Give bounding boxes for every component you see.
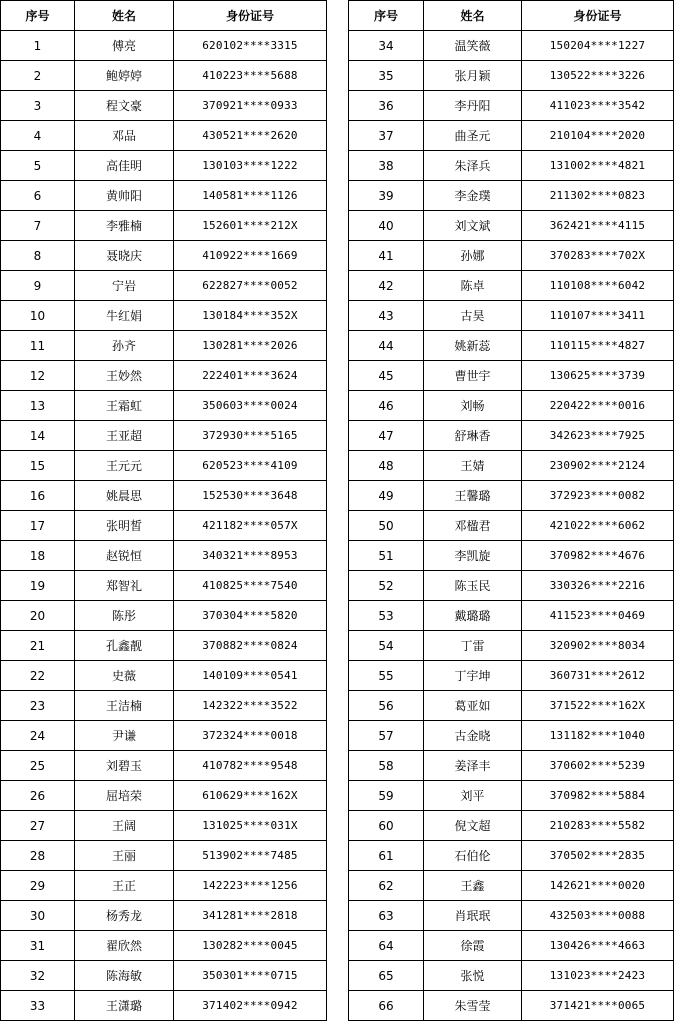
name-cell: 肖珉珉 bbox=[424, 901, 522, 931]
table-row bbox=[1, 841, 327, 871]
name-cell: 朱泽兵 bbox=[424, 151, 522, 181]
id-number-cell: 130184****352X bbox=[174, 301, 327, 331]
id-number-cell: 371402****0942 bbox=[174, 991, 327, 1021]
serial-number-cell: 52 bbox=[349, 571, 424, 601]
table-row bbox=[1, 31, 327, 61]
table-row bbox=[349, 91, 674, 121]
table-row bbox=[1, 781, 327, 811]
table-row bbox=[1, 661, 327, 691]
id-number-cell: 130103****1222 bbox=[174, 151, 327, 181]
table-row bbox=[349, 391, 674, 421]
table-row bbox=[1, 571, 327, 601]
serial-number-cell: 9 bbox=[1, 271, 75, 301]
serial-number-cell: 35 bbox=[349, 61, 424, 91]
name-cell: 杨秀龙 bbox=[75, 901, 174, 931]
table-row bbox=[349, 901, 674, 931]
serial-number-cell: 1 bbox=[1, 31, 75, 61]
id-number-cell: 620102****3315 bbox=[174, 31, 327, 61]
name-cell: 孔鑫靓 bbox=[75, 631, 174, 661]
id-number-cell: 370502****2835 bbox=[522, 841, 674, 871]
table-row bbox=[349, 991, 674, 1021]
serial-number-cell: 34 bbox=[349, 31, 424, 61]
table-row bbox=[1, 241, 327, 271]
name-cell: 王阔 bbox=[75, 811, 174, 841]
name-cell: 张明皙 bbox=[75, 511, 174, 541]
name-cell: 宁岩 bbox=[75, 271, 174, 301]
serial-number-cell: 33 bbox=[1, 991, 75, 1021]
serial-number-cell: 12 bbox=[1, 361, 75, 391]
serial-number-cell: 20 bbox=[1, 601, 75, 631]
table-row bbox=[349, 31, 674, 61]
serial-number-cell: 16 bbox=[1, 481, 75, 511]
name-cell: 赵锐恒 bbox=[75, 541, 174, 571]
id-number-cell: 130522****3226 bbox=[522, 61, 674, 91]
serial-number-cell: 42 bbox=[349, 271, 424, 301]
serial-number-cell: 6 bbox=[1, 181, 75, 211]
serial-number-cell: 31 bbox=[1, 931, 75, 961]
name-cell: 王霜虹 bbox=[75, 391, 174, 421]
serial-number-cell: 32 bbox=[1, 961, 75, 991]
serial-number-cell: 7 bbox=[1, 211, 75, 241]
table-row bbox=[1, 691, 327, 721]
name-cell: 朱雪莹 bbox=[424, 991, 522, 1021]
table-row bbox=[349, 241, 674, 271]
id-number-cell: 130281****2026 bbox=[174, 331, 327, 361]
table-row bbox=[1, 931, 327, 961]
table-row bbox=[1, 91, 327, 121]
table-row bbox=[1, 901, 327, 931]
name-cell: 王元元 bbox=[75, 451, 174, 481]
table-row bbox=[1, 211, 327, 241]
id-number-cell: 360731****2612 bbox=[522, 661, 674, 691]
serial-number-cell: 39 bbox=[349, 181, 424, 211]
serial-number-cell: 5 bbox=[1, 151, 75, 181]
table-row bbox=[1, 331, 327, 361]
name-cell: 刘碧玉 bbox=[75, 751, 174, 781]
serial-number-cell: 28 bbox=[1, 841, 75, 871]
serial-number-cell: 44 bbox=[349, 331, 424, 361]
id-number-cell: 622827****0052 bbox=[174, 271, 327, 301]
serial-number-cell: 3 bbox=[1, 91, 75, 121]
header-serial-number: 序号 bbox=[1, 1, 75, 31]
name-cell: 徐霞 bbox=[424, 931, 522, 961]
serial-number-cell: 38 bbox=[349, 151, 424, 181]
id-number-cell: 130625****3739 bbox=[522, 361, 674, 391]
table-row bbox=[1, 421, 327, 451]
table-row bbox=[1, 451, 327, 481]
id-number-cell: 320902****8034 bbox=[522, 631, 674, 661]
header-serial-number: 序号 bbox=[349, 1, 424, 31]
name-cell: 舒琳香 bbox=[424, 421, 522, 451]
name-cell: 丁雷 bbox=[424, 631, 522, 661]
serial-number-cell: 4 bbox=[1, 121, 75, 151]
table-row bbox=[349, 181, 674, 211]
id-number-cell: 372923****0082 bbox=[522, 481, 674, 511]
table-row bbox=[1, 481, 327, 511]
serial-number-cell: 36 bbox=[349, 91, 424, 121]
name-cell: 黄帅阳 bbox=[75, 181, 174, 211]
serial-number-cell: 18 bbox=[1, 541, 75, 571]
name-cell: 王亚超 bbox=[75, 421, 174, 451]
id-number-cell: 330326****2216 bbox=[522, 571, 674, 601]
table-row bbox=[349, 691, 674, 721]
table-row bbox=[349, 61, 674, 91]
id-number-cell: 362421****4115 bbox=[522, 211, 674, 241]
id-number-cell: 350603****0024 bbox=[174, 391, 327, 421]
table-row bbox=[349, 361, 674, 391]
serial-number-cell: 50 bbox=[349, 511, 424, 541]
name-cell: 王婧 bbox=[424, 451, 522, 481]
name-cell: 李凯旋 bbox=[424, 541, 522, 571]
table-row bbox=[349, 301, 674, 331]
table-row bbox=[1, 751, 327, 781]
id-number-cell: 513902****7485 bbox=[174, 841, 327, 871]
table-row bbox=[349, 421, 674, 451]
serial-number-cell: 2 bbox=[1, 61, 75, 91]
table-row bbox=[1, 871, 327, 901]
name-cell: 张悦 bbox=[424, 961, 522, 991]
serial-number-cell: 21 bbox=[1, 631, 75, 661]
name-cell: 张月颖 bbox=[424, 61, 522, 91]
serial-number-cell: 13 bbox=[1, 391, 75, 421]
serial-number-cell: 59 bbox=[349, 781, 424, 811]
id-number-cell: 620523****4109 bbox=[174, 451, 327, 481]
id-number-cell: 211302****0823 bbox=[522, 181, 674, 211]
name-cell: 屈培荣 bbox=[75, 781, 174, 811]
table-row bbox=[1, 271, 327, 301]
id-number-cell: 131023****2423 bbox=[522, 961, 674, 991]
header-id-number: 身份证号 bbox=[174, 1, 327, 31]
serial-number-cell: 37 bbox=[349, 121, 424, 151]
serial-number-cell: 14 bbox=[1, 421, 75, 451]
id-number-cell: 220422****0016 bbox=[522, 391, 674, 421]
name-cell: 聂晓庆 bbox=[75, 241, 174, 271]
id-number-cell: 370304****5820 bbox=[174, 601, 327, 631]
name-cell: 陈玉民 bbox=[424, 571, 522, 601]
table-row bbox=[1, 631, 327, 661]
table-row bbox=[349, 271, 674, 301]
name-cell: 牛红娟 bbox=[75, 301, 174, 331]
table-row bbox=[349, 661, 674, 691]
serial-number-cell: 11 bbox=[1, 331, 75, 361]
id-number-cell: 370882****0824 bbox=[174, 631, 327, 661]
serial-number-cell: 29 bbox=[1, 871, 75, 901]
serial-number-cell: 65 bbox=[349, 961, 424, 991]
serial-number-cell: 47 bbox=[349, 421, 424, 451]
id-number-cell: 410782****9548 bbox=[174, 751, 327, 781]
serial-number-cell: 17 bbox=[1, 511, 75, 541]
serial-number-cell: 26 bbox=[1, 781, 75, 811]
name-cell: 王潇璐 bbox=[75, 991, 174, 1021]
name-cell: 姜泽丰 bbox=[424, 751, 522, 781]
name-cell: 尹谦 bbox=[75, 721, 174, 751]
serial-number-cell: 62 bbox=[349, 871, 424, 901]
serial-number-cell: 22 bbox=[1, 661, 75, 691]
id-number-cell: 421022****6062 bbox=[522, 511, 674, 541]
table-row bbox=[349, 751, 674, 781]
id-number-cell: 610629****162X bbox=[174, 781, 327, 811]
name-cell: 傅亮 bbox=[75, 31, 174, 61]
name-cell: 曹世宇 bbox=[424, 361, 522, 391]
name-cell: 李金璞 bbox=[424, 181, 522, 211]
id-number-cell: 210283****5582 bbox=[522, 811, 674, 841]
table-row bbox=[349, 601, 674, 631]
serial-number-cell: 25 bbox=[1, 751, 75, 781]
table-row bbox=[349, 841, 674, 871]
name-cell: 邓品 bbox=[75, 121, 174, 151]
id-number-cell: 430521****2620 bbox=[174, 121, 327, 151]
name-cell: 古昊 bbox=[424, 301, 522, 331]
serial-number-cell: 58 bbox=[349, 751, 424, 781]
id-number-cell: 411523****0469 bbox=[522, 601, 674, 631]
serial-number-cell: 48 bbox=[349, 451, 424, 481]
name-cell: 王丽 bbox=[75, 841, 174, 871]
serial-number-cell: 8 bbox=[1, 241, 75, 271]
id-number-cell: 341281****2818 bbox=[174, 901, 327, 931]
header-name: 姓名 bbox=[75, 1, 174, 31]
name-cell: 高佳明 bbox=[75, 151, 174, 181]
serial-number-cell: 55 bbox=[349, 661, 424, 691]
id-number-cell: 110115****4827 bbox=[522, 331, 674, 361]
serial-number-cell: 61 bbox=[349, 841, 424, 871]
name-cell: 孙齐 bbox=[75, 331, 174, 361]
id-number-cell: 370982****4676 bbox=[522, 541, 674, 571]
name-cell: 刘畅 bbox=[424, 391, 522, 421]
name-cell: 古金晓 bbox=[424, 721, 522, 751]
id-number-cell: 410825****7540 bbox=[174, 571, 327, 601]
serial-number-cell: 54 bbox=[349, 631, 424, 661]
serial-number-cell: 40 bbox=[349, 211, 424, 241]
name-cell: 孙娜 bbox=[424, 241, 522, 271]
name-cell: 邓楹君 bbox=[424, 511, 522, 541]
name-cell: 王妙然 bbox=[75, 361, 174, 391]
name-cell: 李雅楠 bbox=[75, 211, 174, 241]
serial-number-cell: 60 bbox=[349, 811, 424, 841]
name-cell: 陈卓 bbox=[424, 271, 522, 301]
id-number-cell: 411023****3542 bbox=[522, 91, 674, 121]
table-row bbox=[1, 181, 327, 211]
table-row bbox=[349, 121, 674, 151]
name-cell: 葛亚如 bbox=[424, 691, 522, 721]
name-cell: 姚新蕊 bbox=[424, 331, 522, 361]
table-row bbox=[1, 541, 327, 571]
id-number-cell: 140581****1126 bbox=[174, 181, 327, 211]
id-number-cell: 210104****2020 bbox=[522, 121, 674, 151]
id-number-cell: 410922****1669 bbox=[174, 241, 327, 271]
id-number-cell: 131002****4821 bbox=[522, 151, 674, 181]
name-cell: 倪文超 bbox=[424, 811, 522, 841]
table-row bbox=[1, 721, 327, 751]
name-cell: 石伯伦 bbox=[424, 841, 522, 871]
name-cell: 程文豪 bbox=[75, 91, 174, 121]
table-row bbox=[1, 301, 327, 331]
serial-number-cell: 27 bbox=[1, 811, 75, 841]
id-number-cell: 340321****8953 bbox=[174, 541, 327, 571]
name-cell: 翟欣然 bbox=[75, 931, 174, 961]
table-row bbox=[349, 931, 674, 961]
id-number-cell: 372930****5165 bbox=[174, 421, 327, 451]
name-cell: 陈彤 bbox=[75, 601, 174, 631]
name-cell: 姚晨思 bbox=[75, 481, 174, 511]
id-number-cell: 350301****0715 bbox=[174, 961, 327, 991]
name-cell: 李丹阳 bbox=[424, 91, 522, 121]
name-cell: 郑智礼 bbox=[75, 571, 174, 601]
table-row bbox=[349, 331, 674, 361]
serial-number-cell: 53 bbox=[349, 601, 424, 631]
id-number-cell: 110108****6042 bbox=[522, 271, 674, 301]
serial-number-cell: 43 bbox=[349, 301, 424, 331]
id-number-cell: 371522****162X bbox=[522, 691, 674, 721]
serial-number-cell: 66 bbox=[349, 991, 424, 1021]
id-number-cell: 370921****0933 bbox=[174, 91, 327, 121]
table-row bbox=[1, 961, 327, 991]
id-number-cell: 142223****1256 bbox=[174, 871, 327, 901]
table-row bbox=[349, 481, 674, 511]
name-cell: 丁宇坤 bbox=[424, 661, 522, 691]
id-number-cell: 130426****4663 bbox=[522, 931, 674, 961]
table-row bbox=[349, 211, 674, 241]
roster-table-left bbox=[0, 0, 327, 1021]
table-row bbox=[1, 511, 327, 541]
table-row bbox=[349, 571, 674, 601]
id-number-cell: 130282****0045 bbox=[174, 931, 327, 961]
name-cell: 王洁楠 bbox=[75, 691, 174, 721]
id-number-cell: 342623****7925 bbox=[522, 421, 674, 451]
id-number-cell: 421182****057X bbox=[174, 511, 327, 541]
id-number-cell: 230902****2124 bbox=[522, 451, 674, 481]
table-row bbox=[1, 121, 327, 151]
table-row bbox=[349, 721, 674, 751]
header-row bbox=[1, 1, 327, 31]
name-cell: 鲍婷婷 bbox=[75, 61, 174, 91]
header-row bbox=[349, 1, 674, 31]
name-cell: 王鑫 bbox=[424, 871, 522, 901]
table-row bbox=[1, 811, 327, 841]
name-cell: 史薇 bbox=[75, 661, 174, 691]
name-cell: 刘平 bbox=[424, 781, 522, 811]
table-row bbox=[1, 991, 327, 1021]
id-number-cell: 372324****0018 bbox=[174, 721, 327, 751]
id-number-cell: 142322****3522 bbox=[174, 691, 327, 721]
table-row bbox=[349, 781, 674, 811]
table-row bbox=[349, 451, 674, 481]
serial-number-cell: 64 bbox=[349, 931, 424, 961]
id-number-cell: 140109****0541 bbox=[174, 661, 327, 691]
id-number-cell: 370283****702X bbox=[522, 241, 674, 271]
name-cell: 王馨璐 bbox=[424, 481, 522, 511]
serial-number-cell: 19 bbox=[1, 571, 75, 601]
id-number-cell: 222401****3624 bbox=[174, 361, 327, 391]
table-row bbox=[1, 361, 327, 391]
id-number-cell: 371421****0065 bbox=[522, 991, 674, 1021]
id-number-cell: 110107****3411 bbox=[522, 301, 674, 331]
id-number-cell: 142621****0020 bbox=[522, 871, 674, 901]
table-row bbox=[1, 151, 327, 181]
name-cell: 戴璐璐 bbox=[424, 601, 522, 631]
serial-number-cell: 10 bbox=[1, 301, 75, 331]
serial-number-cell: 24 bbox=[1, 721, 75, 751]
name-cell: 曲圣元 bbox=[424, 121, 522, 151]
serial-number-cell: 51 bbox=[349, 541, 424, 571]
name-cell: 温笑薇 bbox=[424, 31, 522, 61]
id-number-cell: 150204****1227 bbox=[522, 31, 674, 61]
table-row bbox=[349, 511, 674, 541]
serial-number-cell: 45 bbox=[349, 361, 424, 391]
table-row bbox=[349, 811, 674, 841]
name-cell: 陈海敏 bbox=[75, 961, 174, 991]
header-id-number: 身份证号 bbox=[522, 1, 674, 31]
table-row bbox=[349, 871, 674, 901]
roster-table-right bbox=[348, 0, 674, 1021]
id-number-cell: 131182****1040 bbox=[522, 721, 674, 751]
id-number-cell: 370982****5884 bbox=[522, 781, 674, 811]
table-row bbox=[1, 601, 327, 631]
table-row bbox=[349, 961, 674, 991]
name-cell: 刘文斌 bbox=[424, 211, 522, 241]
serial-number-cell: 15 bbox=[1, 451, 75, 481]
id-number-cell: 131025****031X bbox=[174, 811, 327, 841]
serial-number-cell: 30 bbox=[1, 901, 75, 931]
name-cell: 王正 bbox=[75, 871, 174, 901]
header-name: 姓名 bbox=[424, 1, 522, 31]
serial-number-cell: 46 bbox=[349, 391, 424, 421]
serial-number-cell: 63 bbox=[349, 901, 424, 931]
id-number-cell: 152601****212X bbox=[174, 211, 327, 241]
table-row bbox=[349, 631, 674, 661]
id-number-cell: 370602****5239 bbox=[522, 751, 674, 781]
id-number-cell: 410223****5688 bbox=[174, 61, 327, 91]
table-row bbox=[349, 151, 674, 181]
table-row bbox=[1, 391, 327, 421]
table-row bbox=[1, 61, 327, 91]
serial-number-cell: 41 bbox=[349, 241, 424, 271]
table-row bbox=[349, 541, 674, 571]
id-number-cell: 152530****3648 bbox=[174, 481, 327, 511]
serial-number-cell: 56 bbox=[349, 691, 424, 721]
serial-number-cell: 49 bbox=[349, 481, 424, 511]
id-number-cell: 432503****0088 bbox=[522, 901, 674, 931]
serial-number-cell: 57 bbox=[349, 721, 424, 751]
serial-number-cell: 23 bbox=[1, 691, 75, 721]
